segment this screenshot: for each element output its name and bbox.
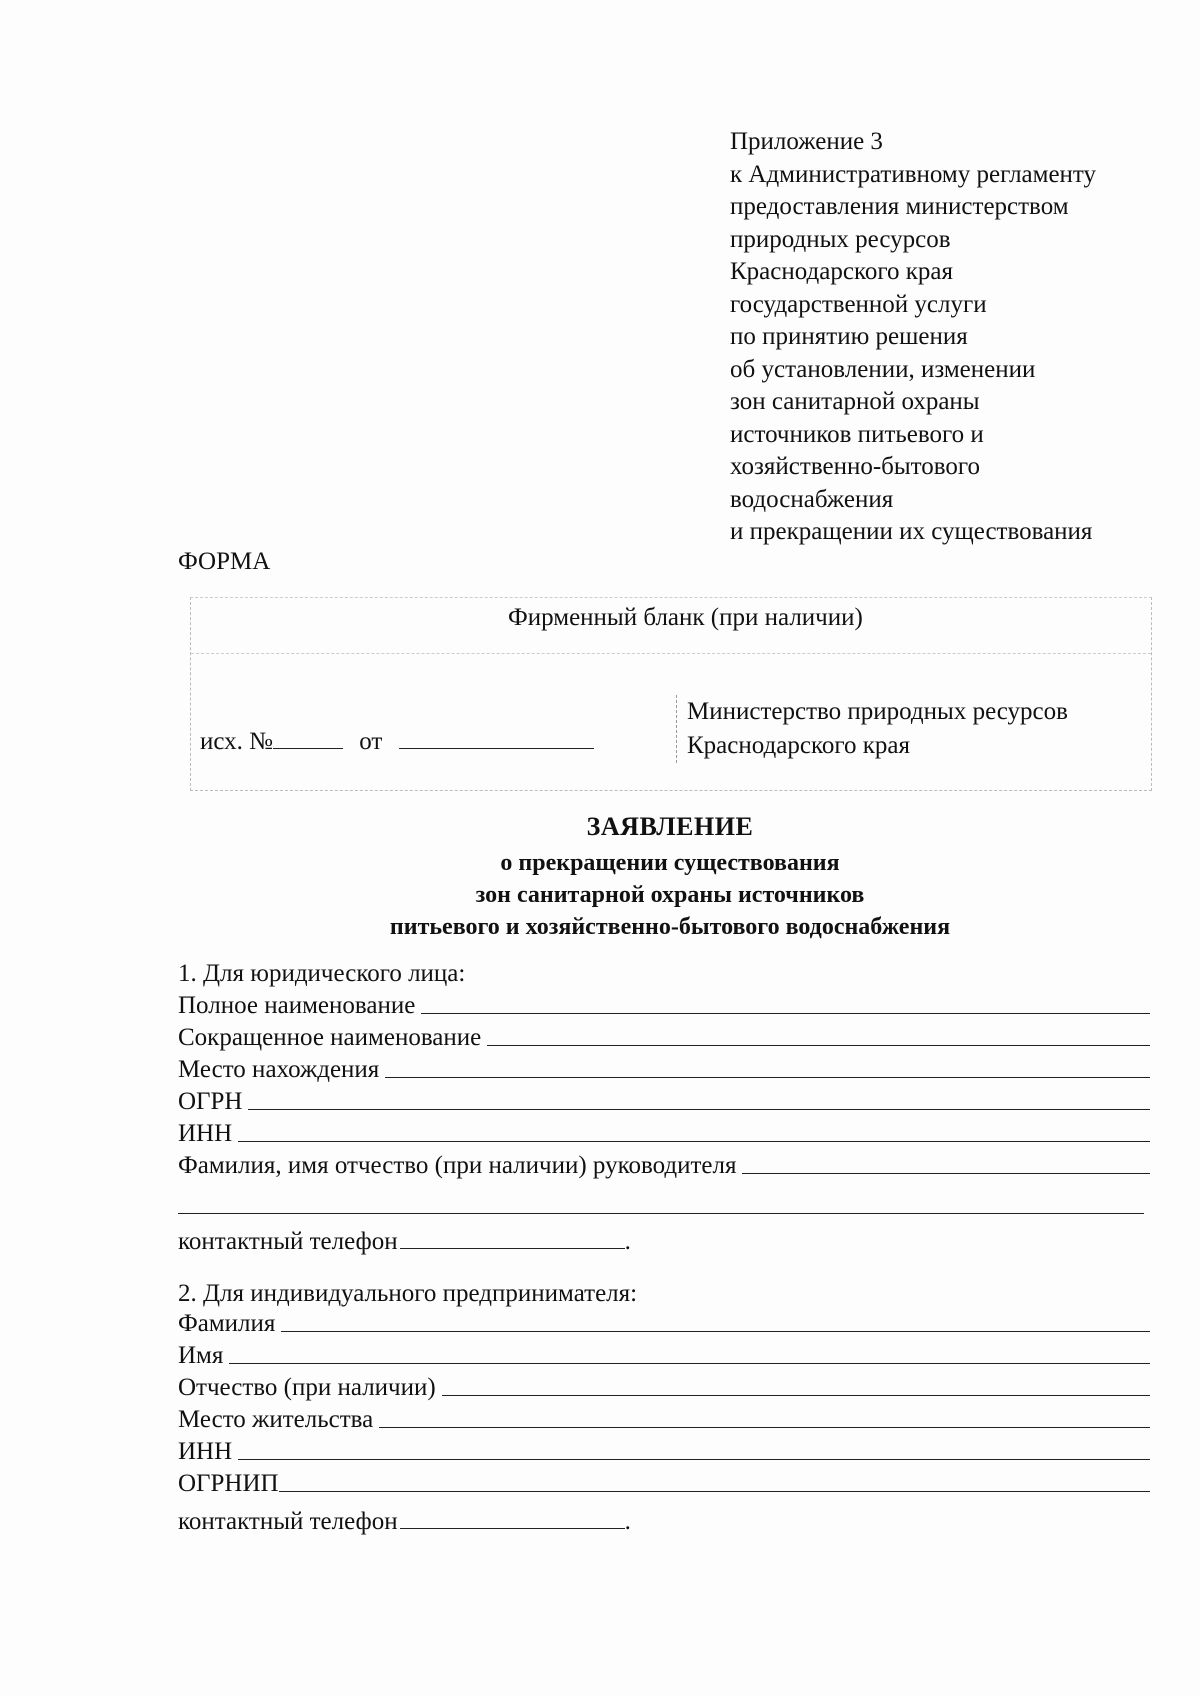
outgoing-number-field[interactable] xyxy=(273,726,343,749)
ie-name-row xyxy=(178,1338,1150,1370)
field-label: Фамилия, имя отчество (при наличии) руководителя xyxy=(178,1152,737,1179)
form-label: ФОРМА xyxy=(178,548,271,575)
appendix-reference xyxy=(730,126,1096,549)
document-subtitle: зон санитарной охраны источников xyxy=(475,882,865,908)
legal-inn-row xyxy=(178,1116,1150,1148)
legal-phone-row xyxy=(178,1226,631,1256)
legal-short-name-row xyxy=(178,1020,1150,1052)
appendix-line: Краснодарского края xyxy=(730,258,953,285)
document-title: ЗАЯВЛЕНИЕ xyxy=(586,812,754,841)
field-label: ИНН xyxy=(178,1120,233,1147)
phone-label: контактный телефон xyxy=(178,1508,398,1535)
ie-inn-row xyxy=(178,1434,1150,1466)
legal-full-name-row xyxy=(178,988,1150,1020)
legal-location-row xyxy=(178,1052,1150,1084)
outgoing-number xyxy=(200,726,594,756)
appendix-line: водоснабжения xyxy=(730,485,894,513)
ie-ogrnip-row xyxy=(178,1466,1150,1498)
phone-label: контактный телефон xyxy=(178,1228,398,1255)
legal-ogrn-row xyxy=(178,1084,1150,1116)
ie-phone-field[interactable] xyxy=(400,1506,625,1529)
appendix-line: природных ресурсов xyxy=(730,225,951,253)
letterhead-label: Фирменный бланк (при наличии) xyxy=(508,604,863,631)
ie-inn-field[interactable] xyxy=(238,1458,1150,1460)
appendix-line: хозяйственно-бытового xyxy=(730,453,981,480)
outgoing-date-label: от xyxy=(359,728,383,755)
ie-residence-row xyxy=(178,1402,1150,1434)
legal-inn-field[interactable] xyxy=(238,1140,1150,1142)
ie-patronymic-row xyxy=(178,1370,1150,1402)
ie-name-field[interactable] xyxy=(229,1362,1150,1364)
legal-phone-field[interactable] xyxy=(400,1226,625,1249)
ie-surname-field[interactable] xyxy=(281,1330,1150,1332)
recipient-line: Министерство природных ресурсов xyxy=(687,698,1068,725)
outgoing-date-field[interactable] xyxy=(399,726,594,749)
document-subtitle: о прекращении существования xyxy=(500,850,840,876)
field-label: ОГРН xyxy=(178,1088,243,1115)
appendix-line: и прекращении их существования xyxy=(730,518,1093,545)
appendix-line: источников питьевого и xyxy=(730,420,984,448)
recipient-block xyxy=(676,695,1068,763)
appendix-line: Приложение 3 xyxy=(730,128,883,155)
appendix-line: по принятию решения xyxy=(730,323,968,350)
legal-head-name-field[interactable] xyxy=(742,1172,1150,1174)
appendix-line: к Административному регламенту xyxy=(730,160,1097,188)
field-label: Полное наименование xyxy=(178,992,416,1019)
phone-end: . xyxy=(624,1228,631,1255)
ie-surname-row xyxy=(178,1306,1150,1338)
ie-patronymic-field[interactable] xyxy=(442,1394,1150,1396)
field-label: Отчество (при наличии) xyxy=(178,1374,436,1401)
field-label: Место жительства xyxy=(178,1406,374,1433)
field-label: ОГРНИП xyxy=(178,1470,279,1497)
ie-ogrnip-field[interactable] xyxy=(279,1490,1150,1492)
document-subtitle: питьевого и хозяйственно-бытового водоснабжения xyxy=(389,914,951,940)
legal-head-name-continuation[interactable] xyxy=(178,1213,1144,1214)
ie-residence-field[interactable] xyxy=(379,1426,1150,1428)
field-label: Место нахождения xyxy=(178,1056,380,1083)
field-label: Имя xyxy=(178,1342,224,1369)
legal-head-name-row xyxy=(178,1148,1150,1180)
letterhead-divider xyxy=(191,653,1151,654)
legal-short-name-field[interactable] xyxy=(487,1044,1150,1046)
legal-entity-heading: 1. Для юридического лица: xyxy=(178,960,466,987)
outgoing-number-label: исх. № xyxy=(200,728,273,755)
phone-end: . xyxy=(624,1508,631,1535)
appendix-line: предоставления министерством xyxy=(730,193,1069,220)
recipient-line: Краснодарского края xyxy=(687,732,910,759)
entrepreneur-heading: 2. Для индивидуального предпринимателя: xyxy=(178,1280,638,1307)
appendix-line: зон санитарной охраны xyxy=(730,388,980,415)
appendix-line: об установлении, изменении xyxy=(730,355,1036,383)
field-label: ИНН xyxy=(178,1438,233,1465)
legal-full-name-field[interactable] xyxy=(421,1012,1150,1014)
field-label: Фамилия xyxy=(178,1310,276,1337)
ie-phone-row xyxy=(178,1506,631,1536)
legal-ogrn-field[interactable] xyxy=(248,1108,1150,1110)
legal-location-field[interactable] xyxy=(385,1076,1150,1078)
field-label: Сокращенное наименование xyxy=(178,1024,482,1051)
appendix-line: государственной услуги xyxy=(730,290,987,318)
